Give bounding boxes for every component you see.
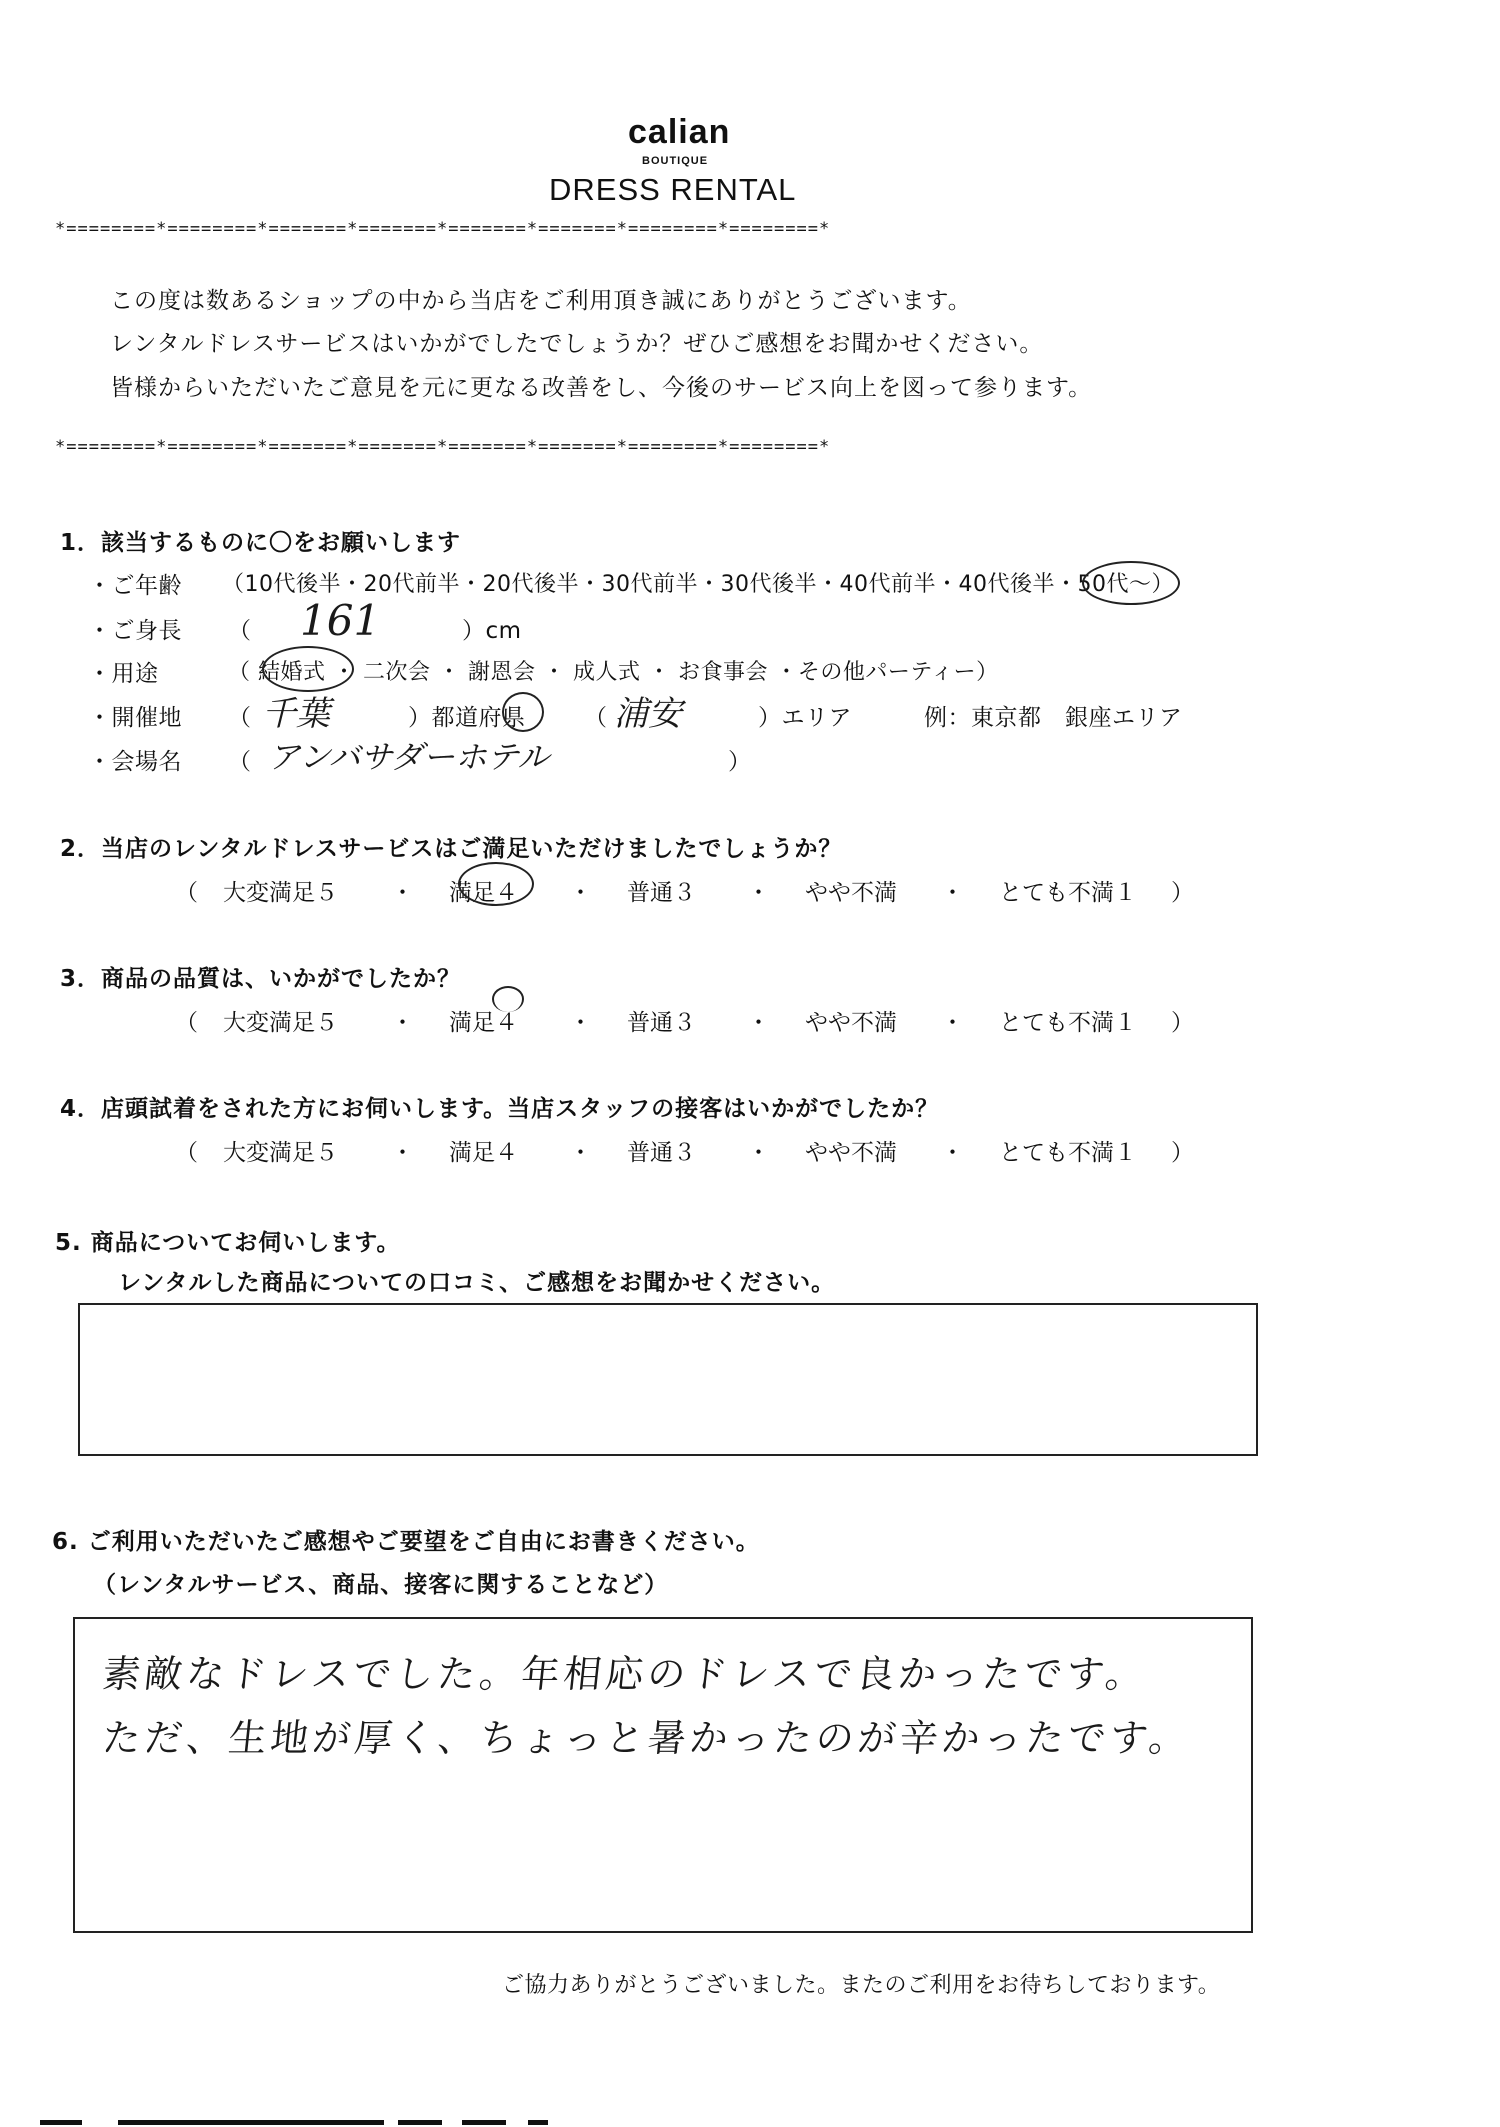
rating-neutral[interactable]: 普通３ bbox=[627, 1140, 696, 1166]
rating-satisfied[interactable]: 満足４ bbox=[449, 1140, 518, 1166]
rating-very-satisfied[interactable]: 大変満足５ bbox=[223, 1140, 338, 1166]
rating-satisfied[interactable]: 満足４ bbox=[449, 880, 518, 906]
q6-title: 6. ご利用いただいたご感想やご要望をご自由にお書きください。 bbox=[52, 1529, 760, 1555]
rating-close-paren: ） bbox=[1171, 1140, 1194, 1166]
divider-middle: *========*========*=======*=======*=======*=======*========*========* bbox=[55, 437, 831, 457]
q2-selected-circle bbox=[458, 862, 534, 906]
location-open-2: （ bbox=[584, 705, 608, 731]
q5-subtitle: レンタルした商品についての口コミ、ご感想をお聞かせください。 bbox=[118, 1270, 836, 1296]
q3-selected-mark bbox=[492, 986, 524, 1012]
rating-open-paren: （ bbox=[175, 1140, 198, 1166]
location-open: （ bbox=[228, 705, 252, 731]
purpose-label: ・用途 bbox=[88, 661, 159, 687]
rating-dot: ・ bbox=[569, 880, 592, 906]
height-label: ・ご身長 bbox=[88, 618, 182, 644]
intro-line-3: 皆様からいただいたご意見を元に更なる改善をし、今後のサービス向上を図って参ります。 bbox=[110, 375, 1093, 401]
rating-neutral[interactable]: 普通３ bbox=[627, 1010, 696, 1036]
bottom-bar-5 bbox=[528, 2120, 548, 2125]
q3-rating-options bbox=[175, 1004, 1194, 1037]
venue-value[interactable]: アンバサダーホテル bbox=[268, 738, 550, 776]
rating-dot: ・ bbox=[747, 880, 770, 906]
bottom-bar-4 bbox=[462, 2120, 506, 2125]
rating-open-paren: （ bbox=[175, 880, 198, 906]
rating-dot: ・ bbox=[941, 1010, 964, 1036]
bottom-bar-3 bbox=[398, 2120, 442, 2125]
rating-dot: ・ bbox=[747, 1010, 770, 1036]
rating-dot: ・ bbox=[569, 1140, 592, 1166]
q4-rating-options bbox=[175, 1134, 1194, 1167]
location-example: 例：東京都 銀座エリア bbox=[924, 705, 1183, 731]
rating-dot: ・ bbox=[391, 880, 414, 906]
rating-satisfied[interactable]: 満足４ bbox=[449, 1010, 518, 1036]
divider-top: *========*========*=======*=======*=======*=======*========*========* bbox=[55, 219, 831, 239]
dress-rental-title: DRESS RENTAL bbox=[549, 172, 797, 207]
height-value[interactable]: 161 bbox=[300, 596, 381, 645]
rating-dot: ・ bbox=[391, 1140, 414, 1166]
rating-somewhat-unsatisfied[interactable]: やや不満 bbox=[805, 1010, 897, 1036]
rating-dot: ・ bbox=[941, 1140, 964, 1166]
age-selected-circle bbox=[1082, 561, 1180, 605]
q6-answer-line-2: ただ、生地が厚く、ちょっと暑かったのが辛かったです。 bbox=[100, 1716, 1194, 1760]
q2-title: 2．当店のレンタルドレスサービスはご満足いただけましたでしょうか？ bbox=[60, 836, 843, 862]
rating-dot: ・ bbox=[941, 880, 964, 906]
venue-open: （ bbox=[228, 749, 252, 775]
age-options: （10代後半・20代前半・20代後半・30代前半・30代後半・40代前半・40代後半・50代～） bbox=[222, 572, 1174, 597]
closing-message: ご協力ありがとうございました。またのご利用をお待ちしております。 bbox=[502, 1973, 1221, 1998]
q6-answer-box[interactable] bbox=[73, 1617, 1253, 1933]
q5-answer-box[interactable] bbox=[78, 1303, 1258, 1456]
prefecture-suffix: ）都道府県 bbox=[408, 705, 526, 731]
q2-rating-options bbox=[175, 874, 1194, 907]
q6-subtitle: （レンタルサービス、商品、接客に関することなど） bbox=[93, 1572, 669, 1598]
height-close: ）cm bbox=[462, 618, 522, 644]
area-value[interactable]: 浦安 bbox=[614, 694, 682, 734]
venue-close: ） bbox=[728, 749, 752, 775]
rating-open-paren: （ bbox=[175, 1010, 198, 1036]
area-suffix: ）エリア bbox=[758, 705, 852, 731]
rating-very-satisfied[interactable]: 大変満足５ bbox=[223, 880, 338, 906]
rating-very-unsatisfied[interactable]: とても不満１ bbox=[999, 880, 1137, 906]
q1-title: 1．該当するものに〇をお願いします bbox=[60, 530, 462, 556]
q5-title: 5. 商品についてお伺いします。 bbox=[55, 1230, 401, 1256]
rating-somewhat-unsatisfied[interactable]: やや不満 bbox=[805, 880, 897, 906]
q6-answer-line-1: 素敵なドレスでした。年相応のドレスで良かったです。 bbox=[100, 1652, 1150, 1696]
rating-neutral[interactable]: 普通３ bbox=[627, 880, 696, 906]
brand-sub: BOUTIQUE bbox=[642, 155, 709, 167]
intro-line-1: この度は数あるショップの中から当店をご利用頂き誠にありがとうございます。 bbox=[110, 288, 972, 314]
location-label: ・開催地 bbox=[88, 705, 182, 731]
rating-close-paren: ） bbox=[1171, 1010, 1194, 1036]
rating-very-satisfied[interactable]: 大変満足５ bbox=[223, 1010, 338, 1036]
prefecture-value[interactable]: 千葉 bbox=[262, 694, 330, 734]
q3-title: 3．商品の品質は、いかがでしたか？ bbox=[60, 966, 462, 992]
rating-dot: ・ bbox=[747, 1140, 770, 1166]
rating-very-unsatisfied[interactable]: とても不満１ bbox=[999, 1010, 1137, 1036]
venue-label: ・会場名 bbox=[88, 749, 182, 775]
rating-very-unsatisfied[interactable]: とても不満１ bbox=[999, 1140, 1137, 1166]
height-open: （ bbox=[228, 618, 252, 644]
rating-dot: ・ bbox=[569, 1010, 592, 1036]
bottom-bar-2 bbox=[118, 2120, 384, 2125]
rating-dot: ・ bbox=[391, 1010, 414, 1036]
q4-title: 4．店頭試着をされた方にお伺いします。当店スタッフの接客はいかがでしたか？ bbox=[60, 1096, 940, 1122]
age-label: ・ご年齢 bbox=[88, 573, 182, 599]
rating-somewhat-unsatisfied[interactable]: やや不満 bbox=[805, 1140, 897, 1166]
purpose-options: （ 結婚式 ・ 二次会 ・ 謝恩会 ・ 成人式 ・ お食事会 ・その他パーティー） bbox=[228, 660, 999, 685]
rating-close-paren: ） bbox=[1171, 880, 1194, 906]
bottom-bar-1 bbox=[40, 2120, 82, 2125]
intro-line-2: レンタルドレスサービスはいかがでしたでしょうか？ぜひご感想をお聞かせください。 bbox=[110, 331, 1044, 357]
brand-logo: calian bbox=[628, 113, 731, 151]
prefecture-selected-circle bbox=[502, 692, 544, 732]
